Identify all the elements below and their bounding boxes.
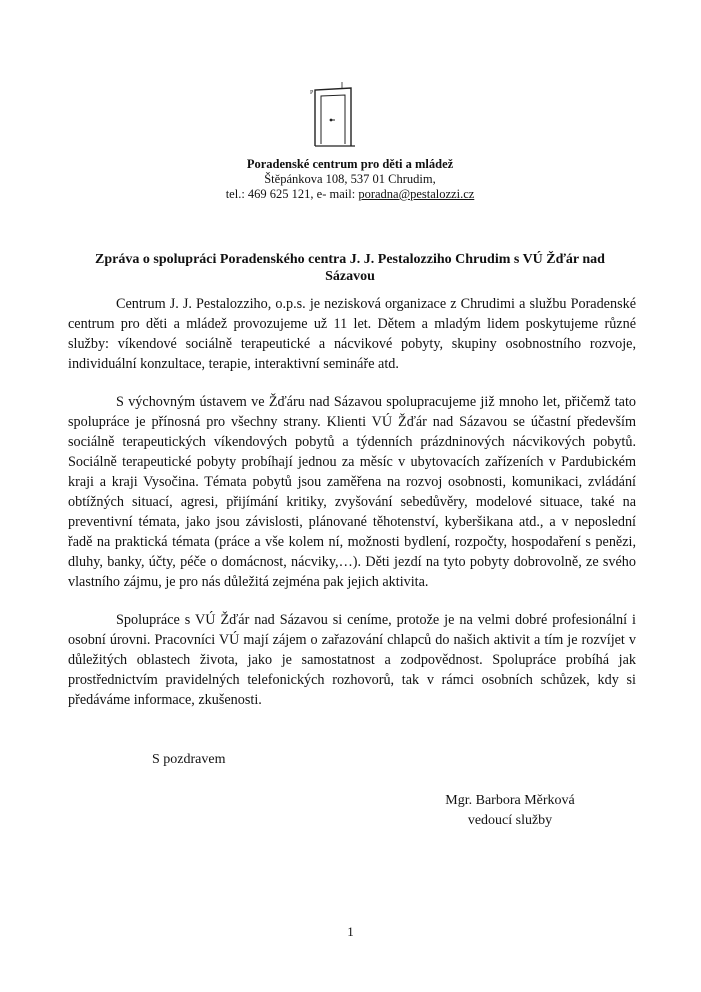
svg-text:P: P xyxy=(310,90,314,96)
email-link[interactable]: poradna@pestalozzi.cz xyxy=(358,187,475,201)
paragraph-1: Centrum J. J. Pestalozziho, o.p.s. je nezisková organizace z Chrudimi a službu Poradenské centrum pro děti a mládež provozujeme už 11 let. Dětem a mladým lidem poskytujeme různé služby: víkendové sociálně terapeutické a nácvikové pobyty, skupiny osobnostního rozvoje, individuální konzultace, terapie, interaktivní semináře atd. xyxy=(68,296,636,372)
document-title: Zpráva o spolupráci Poradenského centra J. J. Pestalozziho Chrudim s VÚ Žďár nad Sázavou xyxy=(95,252,605,284)
document-body xyxy=(68,294,636,728)
page-number: 1 xyxy=(347,924,354,939)
letterhead xyxy=(150,157,550,202)
paragraph-3: Spolupráce s VÚ Žďár nad Sázavou si ceníme, protože je na velmi dobré profesionální i osobní úrovni. Pracovníci VÚ mají zájem o zařazování chlapců do našich aktivit a tím je rozvíjet v důležitých oblastech života, jako je samostatnost a zodpovědnost. Spolupráce probíhá jak prostřednictvím pravidelných telefonických rozhovorů, tak v rámci osobních schůzek, kdy si předáváme informace, zkušenosti. xyxy=(68,612,636,708)
org-contact xyxy=(150,187,550,202)
signature-role: vedoucí služby xyxy=(467,813,553,828)
signature-name: Mgr. Barbora Měrková xyxy=(445,793,575,808)
org-name: Poradenské centrum pro děti a mládež xyxy=(246,157,454,171)
paragraph-2: S výchovným ústavem ve Žďáru nad Sázavou spolupracujeme již mnoho let, přičemž tato spolupráce je přínosná pro všechny strany. Klienti VÚ Žďár nad Sázavou se účastní především sociálně terapeutických víkendových pobytů a týdenních prázdninových nácvikových pobytů. Sociálně terapeutické pobyty probíhají jednou za měsíc v ubytovacích zařízeních v Pardubickém kraji a kraji Vysočina. Témata pobytů jsou zaměřena na rozvoj osobnosti, komunikaci, zvládání obtížných situací, agresi, přijímání kritiky, zvyšování sebedůvěry, modelové situace, také na preventivní témata, jako jsou závislosti, plánované těhotenství, kyberšikana atd., a v neposlední řadě na praktická témata (práce a vše kolem ní, možnosti bydlení, rozpočty, hospodaření s penězi, dluhy, banky, účty, péče o domácnost, nácviky,…). Děti jezdí na tyto pobyty dobrovolně, ze svého vlastního zájmu, je pro nás důležitá zejména pak jejich aktivita. xyxy=(68,394,636,590)
contact-phone: tel.: 469 625 121, e- mail: xyxy=(225,187,359,201)
signature-block xyxy=(420,791,600,831)
greeting: S pozdravem xyxy=(152,752,226,767)
org-address: Štěpánkova 108, 537 01 Chrudim, xyxy=(264,172,436,186)
door-logo-icon xyxy=(309,80,361,148)
